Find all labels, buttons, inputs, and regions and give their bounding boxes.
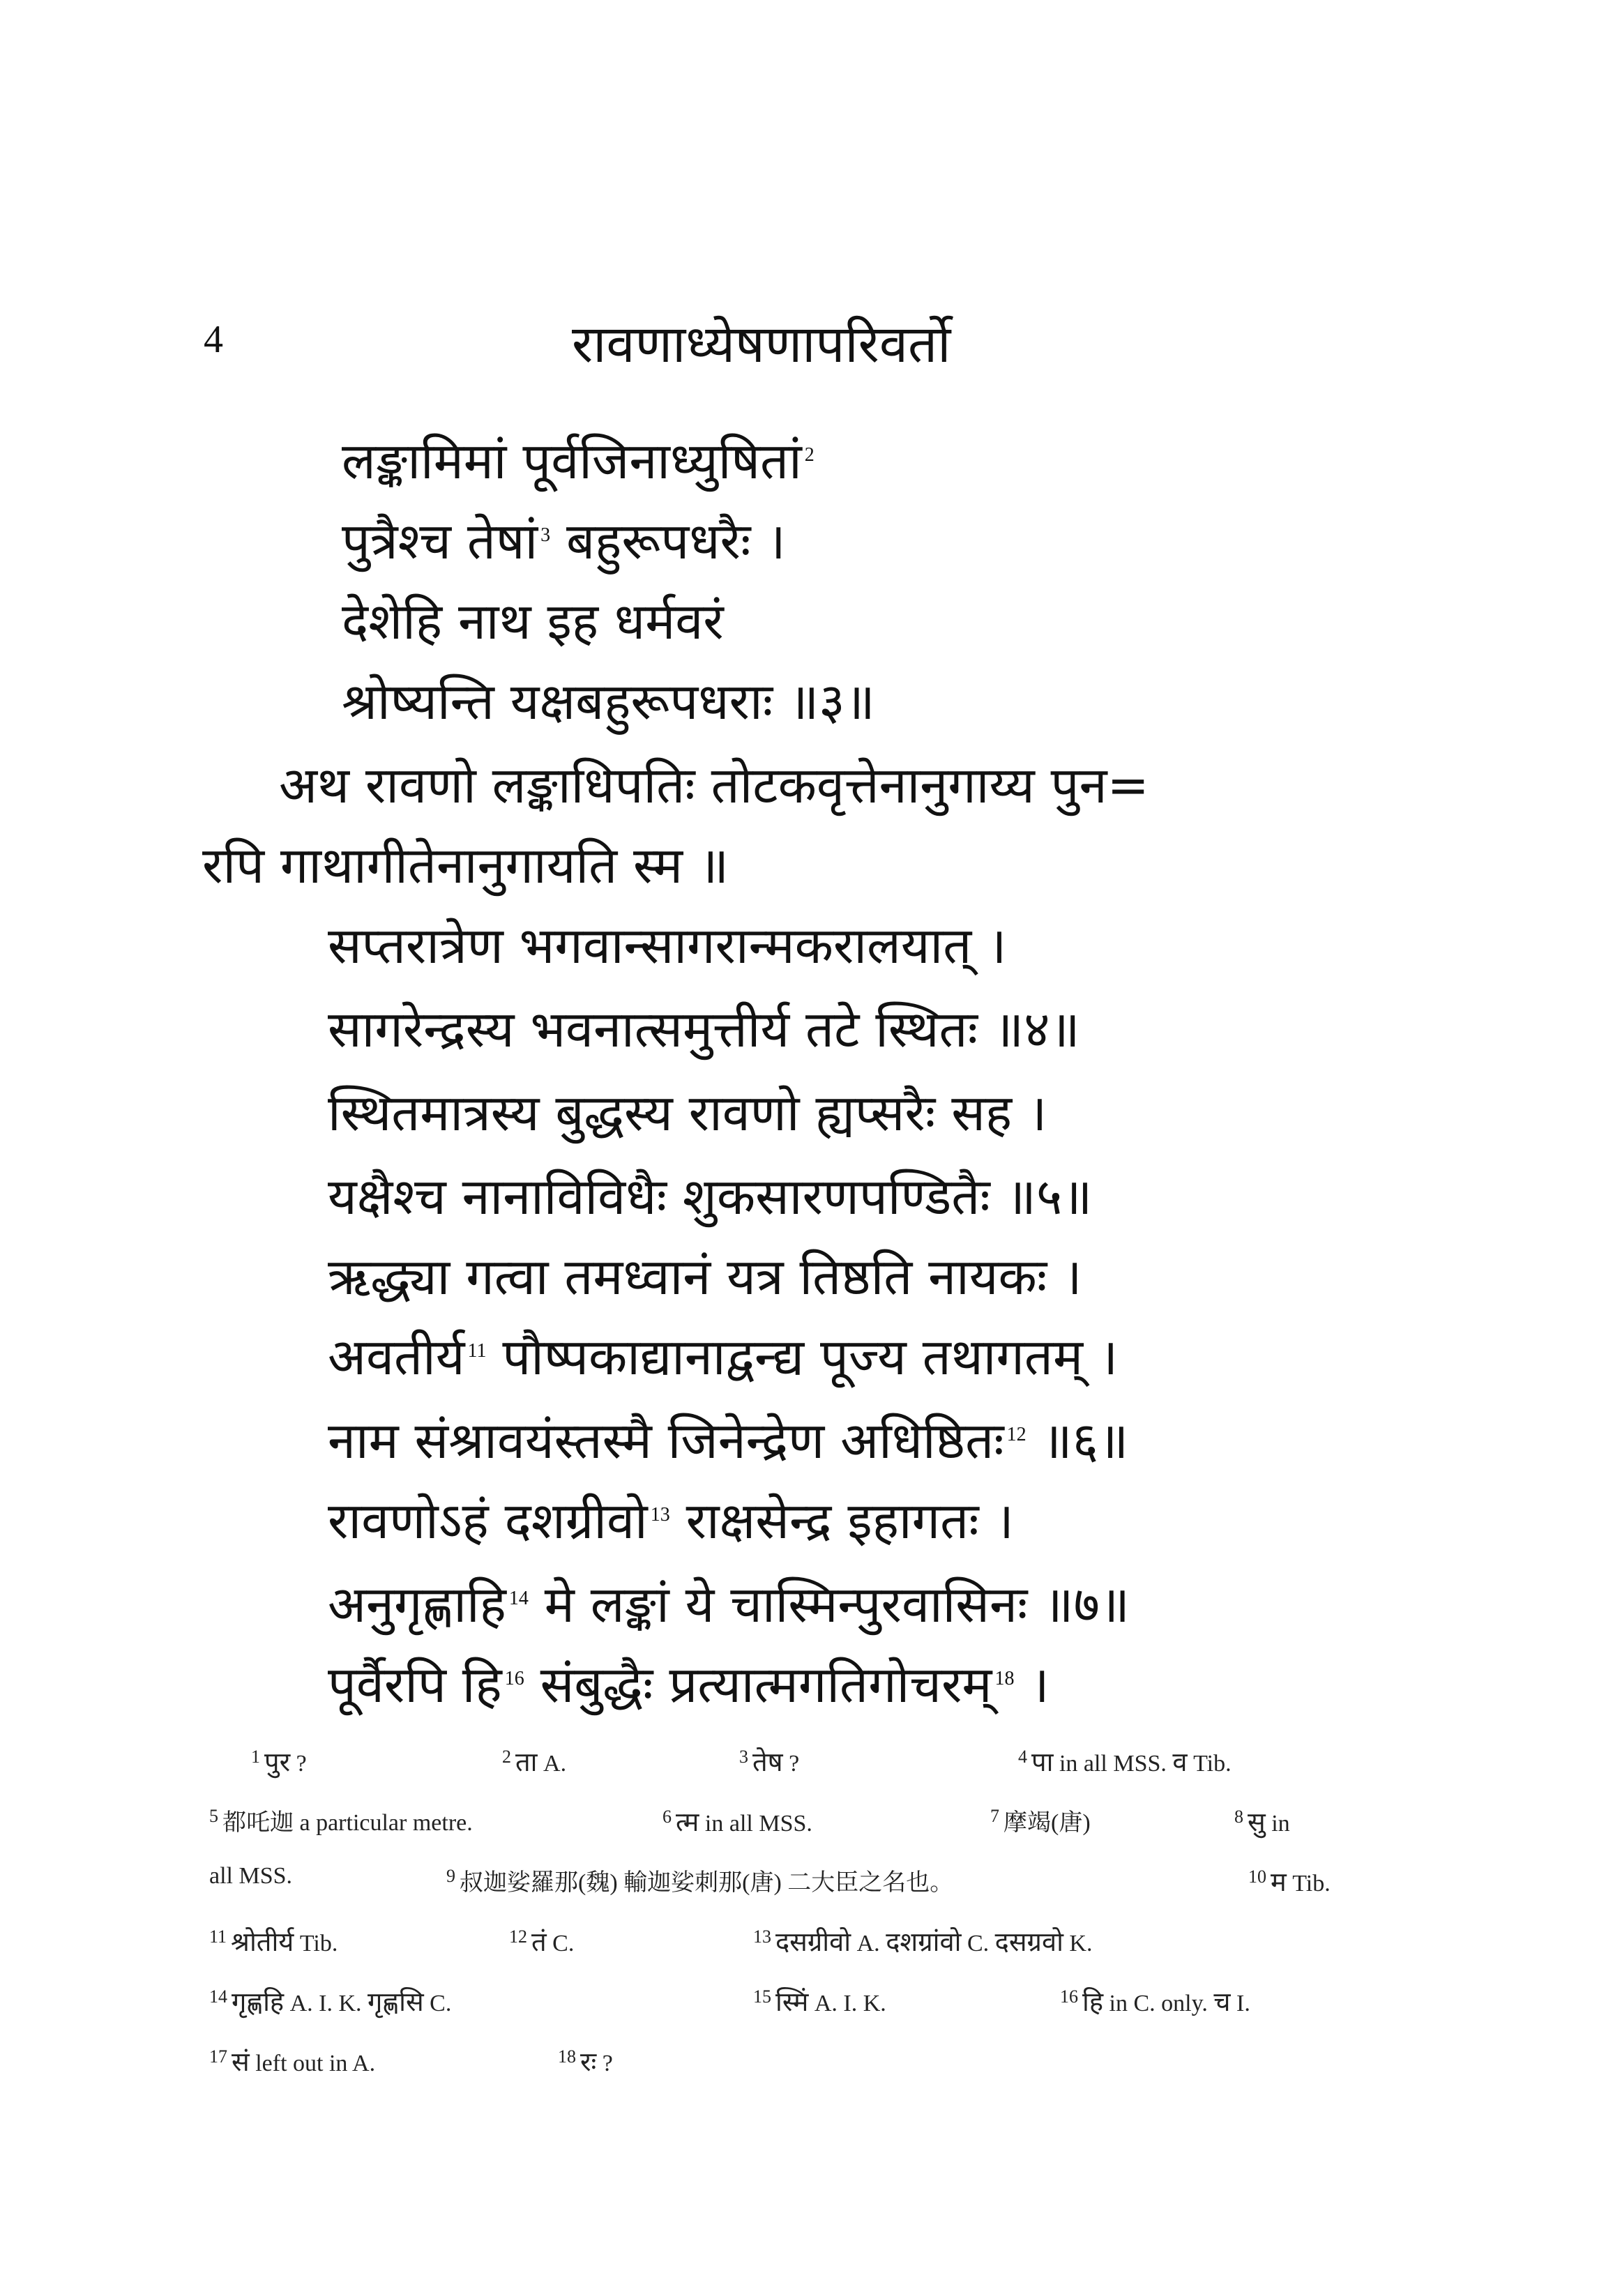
footnote: all MSS. [209, 1863, 293, 1889]
verse-text: ऋद्ध्या गत्वा तमध्वानं यत्र तिष्ठति नायकः । [328, 1247, 1082, 1306]
verse-text-rest: मे लङ्कां ये चास्मिन्पुरवासिनः ॥७॥ [528, 1575, 1130, 1634]
footnote: $^{18}$ रः ? [558, 2046, 613, 2077]
footnote-row [209, 1863, 1395, 1923]
footnote-ref: 3 [540, 524, 551, 546]
verse-text-rest: पौष्पकाद्यानाद्वन्द्य पूज्य तथागतम् । [486, 1328, 1119, 1386]
verse-text: पुत्रैश्च तेषां [342, 512, 538, 570]
footnote-ref: 13 [650, 1504, 670, 1526]
footnote-row [209, 1803, 1395, 1863]
verse-text: श्रोष्यन्ति यक्षबहुरूपधराः ॥३॥ [342, 672, 875, 731]
verse-text: सागरेन्द्रस्य भवनात्समुत्तीर्य तटे स्थितः ॥४॥ [328, 1000, 1080, 1058]
footnote-row [209, 1923, 1395, 1983]
verse-text: देशेहि नाथ इह धर्मवरं [342, 592, 724, 651]
footnote-row [209, 2043, 1395, 2103]
verse-line-12 [328, 1491, 1014, 1550]
verse-text: अनुगृह्णाहि [328, 1575, 506, 1634]
footnote: $^1$ पुर ? [251, 1746, 307, 1777]
verse-line-13 [328, 1575, 1130, 1634]
verse-text: सप्तरात्रेण भगवान्सागरान्मकरालयात् । [328, 916, 1007, 975]
verse-line-14 [328, 1655, 1050, 1714]
verse-text: अवतीर्य [328, 1328, 465, 1386]
verse-text: नाम संश्रावयंस्तस्मै जिनेन्द्रेण अधिष्ठितः [328, 1411, 1004, 1470]
footnote: $^{11}$ श्रोतीर्य Tib. [209, 1926, 338, 1957]
verse-text-rest: बहुरूपधरैः । [550, 512, 786, 570]
footnote-row [209, 1743, 1395, 1803]
prose-line-1: अथ रावणो लङ्काधिपतिः तोटकवृत्तेनानुगाय्य पुन= [279, 756, 1149, 814]
verse-text: लङ्कामिमां पूर्वजिनाध्युषितां [342, 432, 802, 490]
verse-text-rest: । [1014, 1655, 1050, 1714]
footnote: $^{14}$ गृह्णहि A. I. K. गृह्णसि C. [209, 1986, 452, 2017]
footnote-ref: 12 [1006, 1424, 1027, 1445]
footnote: $^9$ 叔迦娑羅那(魏) 輸迦娑刺那(唐) 二大臣之名也。 [446, 1865, 954, 1896]
verse-text: पूर्वैरपि हि [328, 1655, 502, 1714]
footnote-ref: 2 [804, 444, 815, 466]
footnote-ref: 18 [994, 1668, 1015, 1689]
footnote: $^2$ ता A. [502, 1746, 567, 1777]
verse-line-8 [328, 1167, 1093, 1226]
footnote: $^5$ 都吒迦 a particular metre. [209, 1805, 473, 1836]
footnote: $^{15}$ स्मिं A. I. K. [753, 1986, 886, 2017]
footnote: $^8$ सु in [1234, 1806, 1290, 1837]
footnote: $^6$ त्म in all MSS. [662, 1806, 812, 1837]
verse-line-4 [342, 672, 875, 731]
verse-text-rest: ॥६॥ [1026, 1411, 1129, 1470]
footnote: $^{10}$ म Tib. [1248, 1866, 1331, 1897]
prose-line-2: रपि गाथागीतेनानुगायति स्म ॥ [202, 836, 729, 895]
verse-line-9 [328, 1247, 1082, 1306]
verse-line-7 [328, 1084, 1047, 1142]
footnote: $^{12}$ तं C. [509, 1926, 575, 1957]
footnote-ref: 16 [504, 1668, 524, 1689]
verse-line-2 [342, 512, 786, 570]
verse-line-5 [328, 916, 1007, 975]
footnote: $^3$ तेष ? [739, 1746, 800, 1777]
footnote: $^7$ 摩竭(唐) [990, 1805, 1091, 1836]
verse-text-rest: राक्षसेन्द्र इहागतः । [669, 1491, 1014, 1550]
footnote: $^4$ पा in all MSS. व Tib. [1018, 1746, 1232, 1777]
footnote: $^{13}$ दसग्रीवो A. दशग्रांवो C. दसग्रवो K. [753, 1926, 1093, 1957]
footnote-ref: 11 [467, 1340, 487, 1362]
footnote-ref: 14 [508, 1588, 529, 1609]
footnote: $^{16}$ हि in C. only. च I. [1060, 1986, 1250, 2017]
verse-line-3 [342, 592, 724, 651]
running-title: रावणाध्येषणापरिवर्तो [572, 314, 951, 374]
footnotes [209, 1743, 1395, 2103]
verse-text-rest: संबुद्धैः प्रत्यात्मगतिगोचरम् [524, 1655, 992, 1714]
verse-line-6 [328, 1000, 1080, 1058]
footnote: $^{17}$ सं left out in A. [209, 2046, 376, 2077]
verse-text: रावणोऽहं दशग्रीवो [328, 1491, 648, 1550]
verse-line-10 [328, 1328, 1119, 1386]
verse-text: यक्षैश्च नानाविविधैः शुकसारणपण्डितैः ॥५॥ [328, 1167, 1093, 1226]
page-number: 4 [204, 318, 223, 361]
footnote-row [209, 1983, 1395, 2043]
verse-line-1 [342, 432, 815, 490]
verse-line-11 [328, 1411, 1129, 1470]
verse-text: स्थितमात्रस्य बुद्धस्य रावणो ह्यप्सरैः सह । [328, 1084, 1047, 1142]
